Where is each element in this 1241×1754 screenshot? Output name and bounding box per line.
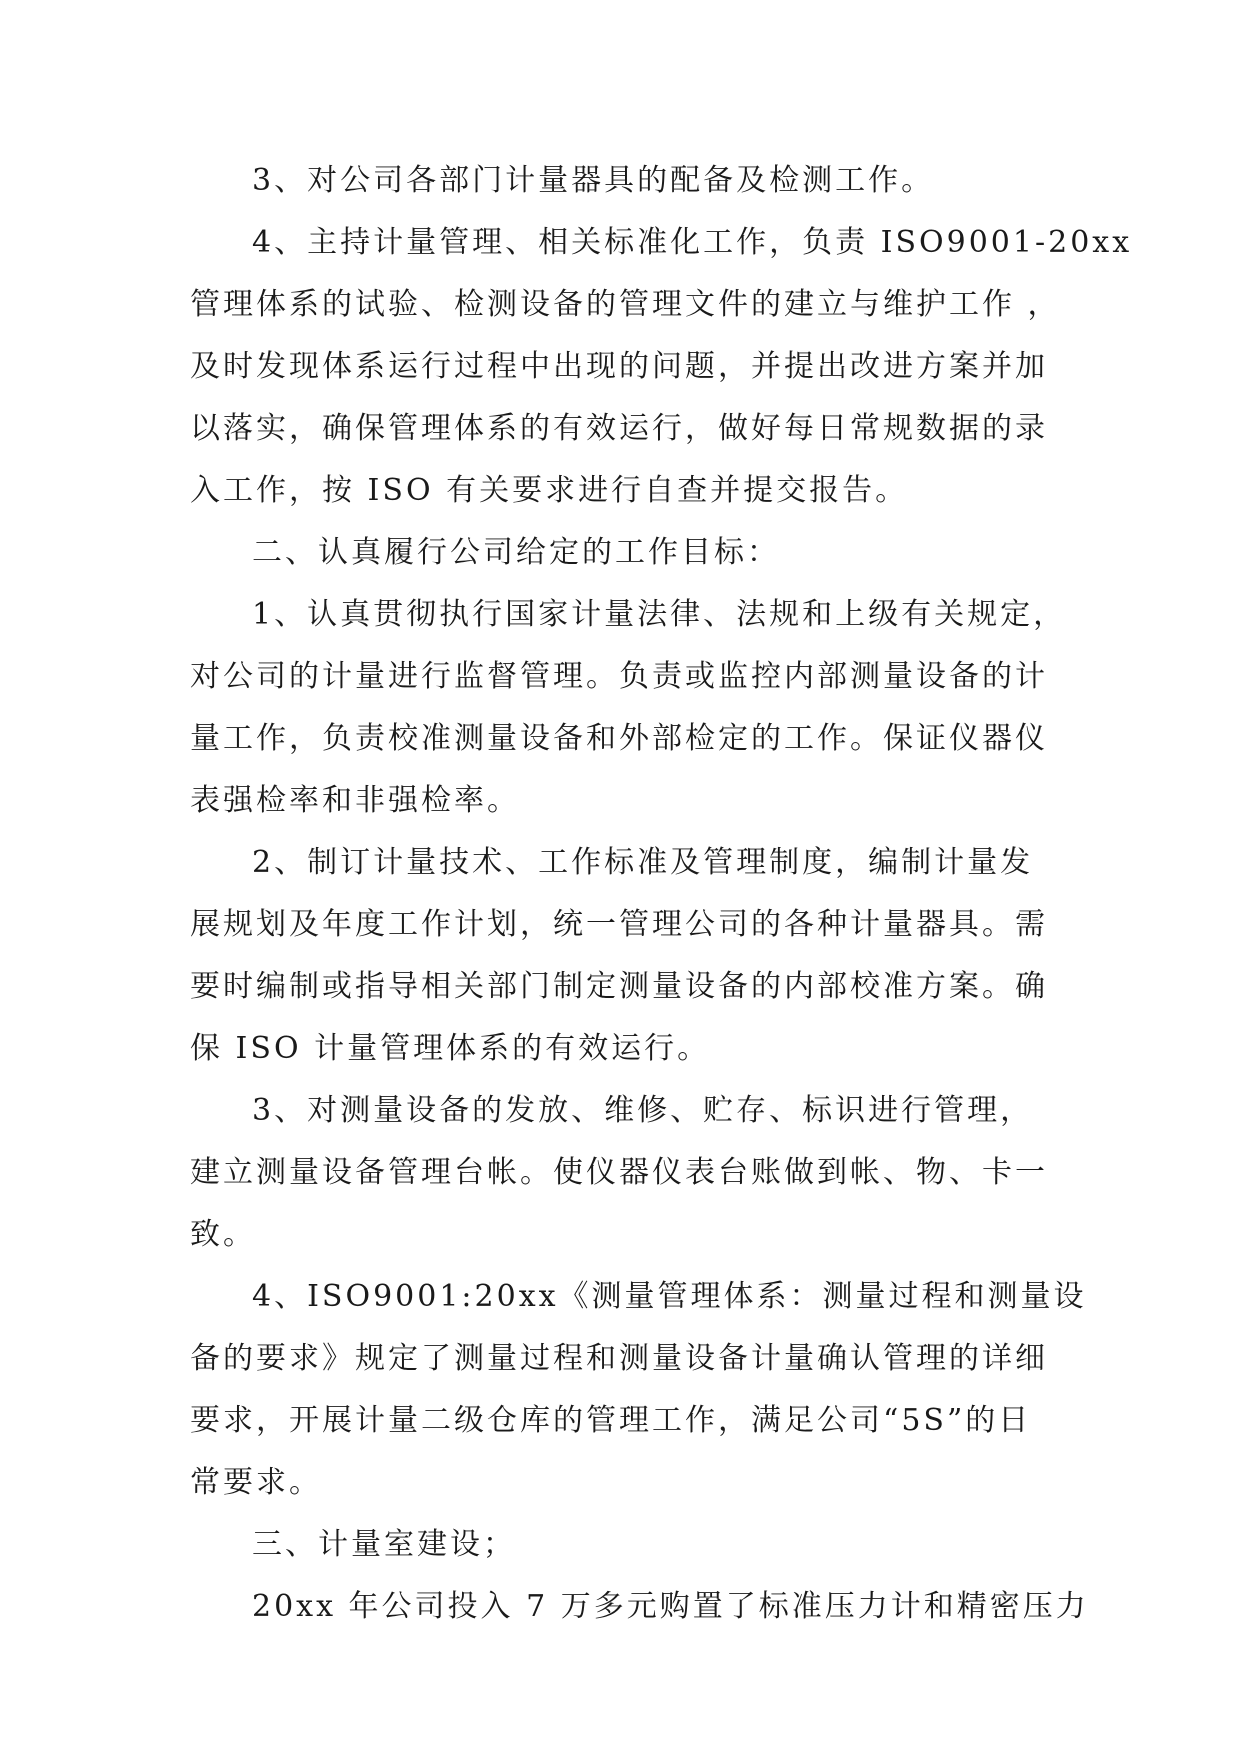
text-line: 备的要求》规定了测量过程和测量设备计量确认管理的详细	[190, 1341, 1048, 1376]
section-heading: 三、计量室建设；	[252, 1527, 516, 1562]
section-heading: 二、认真履行公司给定的工作目标：	[252, 535, 780, 570]
text-line: 量工作，负责校准测量设备和外部检定的工作。保证仪器仪	[190, 721, 1048, 756]
document-page	[190, 150, 1133, 1638]
text-line: 展规划及年度工作计划，统一管理公司的各种计量器具。需	[190, 907, 1048, 942]
text-line: 要求，开展计量二级仓库的管理工作，满足公司“5S”的日	[190, 1403, 1032, 1438]
text-line: 及时发现体系运行过程中出现的问题，并提出改进方案并加	[190, 349, 1048, 384]
text-line: 以落实，确保管理体系的有效运行，做好每日常规数据的录	[190, 411, 1048, 446]
text-line: 致。	[190, 1217, 256, 1252]
text-line: 2、制订计量技术、工作标准及管理制度，编制计量发	[252, 845, 1034, 880]
text-line: 3、对公司各部门计量器具的配备及检测工作。	[252, 163, 935, 198]
text-line: 对公司的计量进行监督管理。负责或监控内部测量设备的计	[190, 659, 1048, 694]
text-line: 3、对测量设备的发放、维修、贮存、标识进行管理，	[252, 1093, 1034, 1128]
text-line: 4、ISO9001:20xx《测量管理体系：测量过程和测量设	[252, 1279, 1087, 1314]
text-line: 常要求。	[190, 1465, 322, 1500]
text-line: 20xx 年公司投入 7 万多元购置了标准压力计和精密压力	[252, 1589, 1089, 1624]
text-line: 建立测量设备管理台帐。使仪器仪表台账做到帐、物、卡一	[190, 1155, 1048, 1190]
text-line: 管理体系的试验、检测设备的管理文件的建立与维护工作 ，	[190, 287, 1061, 322]
text-line: 表强检率和非强检率。	[190, 783, 520, 818]
text-line: 1、认真贯彻执行国家计量法律、法规和上级有关规定，	[252, 597, 1067, 632]
text-line: 要时编制或指导相关部门制定测量设备的内部校准方案。确	[190, 969, 1048, 1004]
text-line: 保 ISO 计量管理体系的有效运行。	[190, 1031, 711, 1066]
text-line: 4、主持计量管理、相关标准化工作，负责 ISO9001-20xx	[252, 225, 1133, 260]
text-line: 入工作，按 ISO 有关要求进行自查并提交报告。	[190, 473, 909, 508]
